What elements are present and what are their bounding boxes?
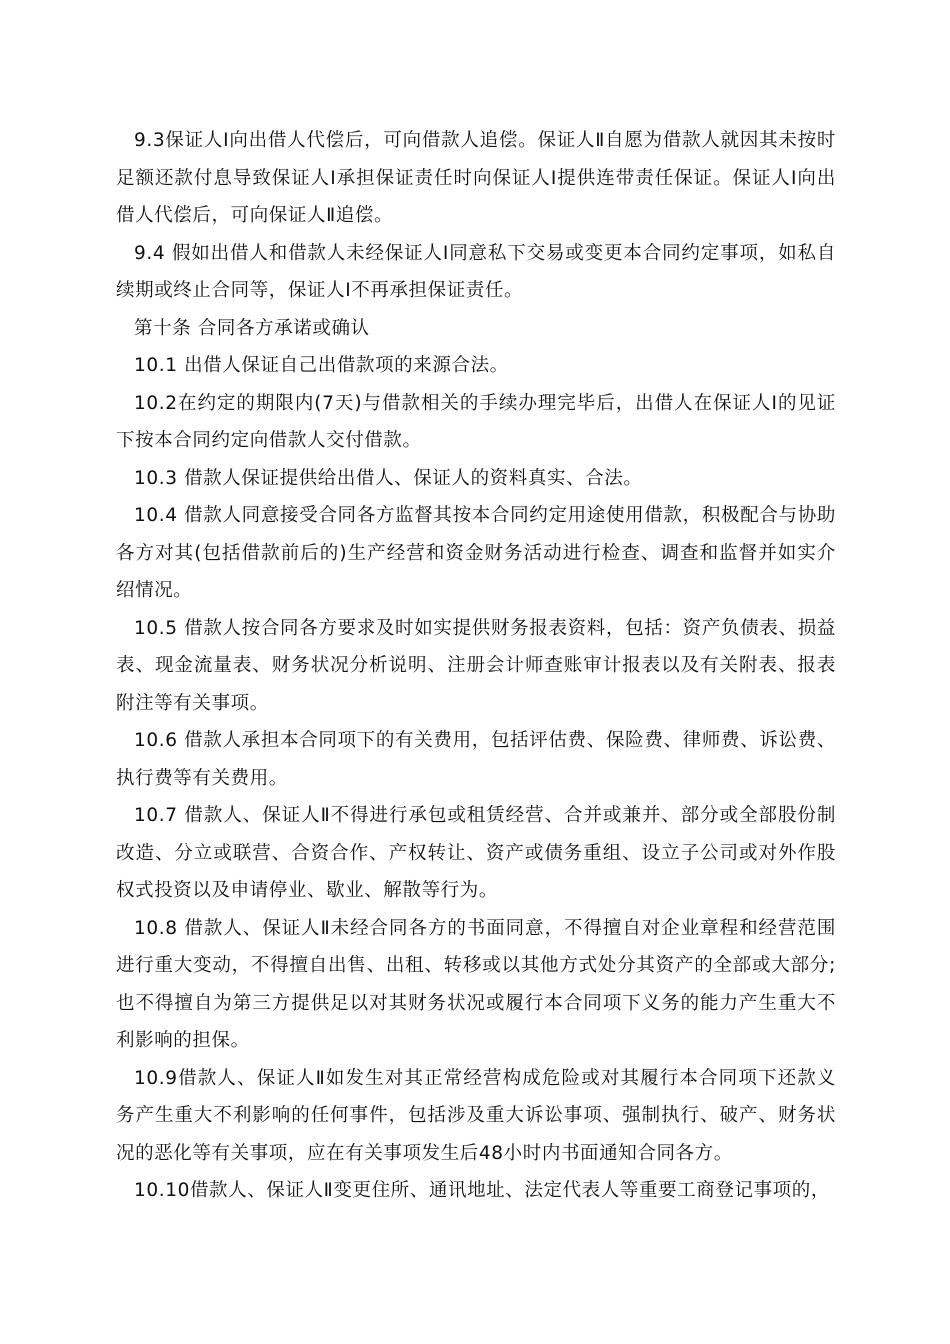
clause-9-4: 9.4 假如出借人和借款人未经保证人Ⅰ同意私下交易或变更本合同约定事项，如私自续期或终止合同等，保证人Ⅰ不再承担保证责任。: [116, 242, 836, 301]
clause-10-8: 10.8 借款人、保证人Ⅱ未经合同各方的书面同意，不得擅自对企业章程和经营范围进行重大变动，不得擅自出售、出租、转移或以其他方式处分其资产的全部或大部分;也不得擅自为第三方提供足以对其财务状况或履行本合同项下义务的能力产生重大不利影响的担保。: [116, 917, 836, 1051]
clause-10-4: 10.4 借款人同意接受合同各方监督其按本合同约定用途使用借款，积极配合与协助各方对其(包括借款前后的)生产经营和资金财务活动进行检查、调查和监督并如实介绍情况。: [116, 505, 836, 601]
clause-10-2: 10.2在约定的期限内(7天)与借款相关的手续办理完毕后，出借人在保证人Ⅰ的见证下按本合同约定向借款人交付借款。: [116, 392, 836, 451]
clause-10-7: 10.7 借款人、保证人Ⅱ不得进行承包或租赁经营、合并或兼并、部分或全部股份制改造、分立或联营、合资合作、产权转让、资产或债务重组、设立子公司或对外作股权式投资以及申请停业、歇业、解散等行为。: [116, 805, 836, 901]
clause-9-3: 9.3保证人Ⅰ向出借人代偿后，可向借款人追偿。保证人Ⅱ自愿为借款人就因其未按时足额还款付息导致保证人Ⅰ承担保证责任时向保证人Ⅰ提供连带责任保证。保证人Ⅰ向出借人代偿后，可向保证人Ⅱ追偿。: [116, 130, 836, 226]
article-10-heading: 第十条 合同各方承诺或确认: [134, 317, 370, 339]
clause-10-1: 10.1 出借人保证自己出借款项的来源合法。: [134, 355, 509, 376]
clause-10-6: 10.6 借款人承担本合同项下的有关费用，包括评估费、保险费、律师费、诉讼费、执行费等有关费用。: [116, 730, 836, 789]
clause-10-3: 10.3 借款人保证提供给出借人、保证人的资料真实、合法。: [134, 467, 643, 489]
document-body: [116, 122, 836, 1210]
clause-10-5: 10.5 借款人按合同各方要求及时如实提供财务报表资料，包括：资产负债表、损益表、现金流量表、财务状况分析说明、注册会计师查账审计报表以及有关附表、报表附注等有关事项。: [116, 617, 836, 714]
clause-10-10: 10.10借款人、保证人Ⅱ变更住所、通讯地址、法定代表人等重要工商登记事项的，: [134, 1180, 830, 1201]
clause-10-9: 10.9借款人、保证人Ⅱ如发生对其正常经营构成危险或对其履行本合同项下还款义务产生重大不利影响的任何事件，包括涉及重大诉讼事项、强制执行、破产、财务状况的恶化等有关事项，应在有关事项发生后48小时内书面通知合同各方。: [116, 1067, 836, 1164]
